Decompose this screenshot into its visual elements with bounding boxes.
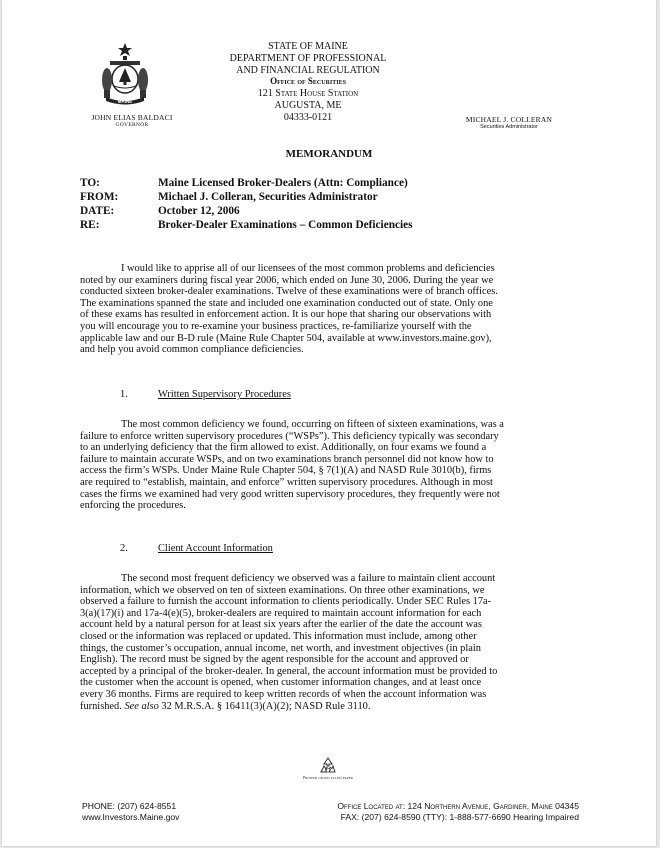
re-label: RE:	[80, 219, 100, 231]
address-line-3: 04333-0121	[283, 111, 333, 123]
footer-fax: FAX: (207) 624-8590 (TTY): 1-888-577-6690 Hearing Impaired	[340, 811, 579, 822]
section-1-line: access the firm’s WSPs. Under Maine Rule Chapter 504, § 7(1)(A) and NASD Rule 3010(b), firms	[80, 465, 492, 477]
intro-line: conducted sixteen broker-dealer examinations. Twelve of these examinations were of branch offices.	[80, 286, 498, 298]
from-row	[80, 190, 378, 204]
intro-line: The examinations spanned the state and included one examination conducted out of state. Only one	[80, 297, 493, 309]
section-2-line: the customer when the account is opened, when customer information changes, and at least once	[80, 677, 482, 689]
section-2-heading	[120, 543, 273, 555]
date-value: October 12, 2006	[158, 205, 240, 217]
section-1-line: failure to maintain accurate WSPs, and on two examinations branch personnel did not know how to	[80, 453, 494, 465]
footer-contact	[82, 801, 179, 822]
re-value: Broker-Dealer Examinations – Common Deficiencies	[158, 219, 413, 231]
state-seal-icon	[102, 42, 148, 106]
department-line-1: DEPARTMENT OF PROFESSIONAL	[229, 52, 387, 64]
intro-line: and help you avoid common compliance deficiencies.	[80, 344, 304, 356]
see-also-citation: See also	[124, 700, 159, 712]
intro-line: applicable law and our B-D rule (Maine Rule Chapter 504, available at www.investors.maine.gov),	[80, 332, 492, 344]
agency-block	[202, 41, 414, 124]
section-1-number: 1.	[120, 389, 128, 400]
to-label: TO:	[80, 177, 100, 189]
section-2-number: 2.	[120, 543, 128, 554]
memo-page	[2, 0, 656, 846]
administrator-title: Securities Administrator	[480, 124, 538, 130]
section-2-title: Client Account Information	[158, 543, 273, 554]
governor-name: JOHN ELIAS BALDACI	[91, 113, 173, 122]
section-1-paragraph	[80, 419, 581, 512]
intro-line: of these exams has resulted in enforcement action. It is our hope that sharing our observations with	[80, 309, 492, 321]
last-line-prefix: furnished.	[80, 700, 125, 712]
intro-line: noted by our examiners during fiscal year 2006, which ended on June 30, 2006. During the year we	[80, 274, 494, 286]
footer-office	[279, 801, 579, 822]
date-row	[80, 204, 240, 218]
section-1-line: failure to enforce written supervisory procedures (“WSPs”). This deficiency typically was secondary	[80, 430, 499, 442]
section-2-line: English). The record must be signed by the agent responsible for the account and approved or	[80, 654, 469, 666]
section-2-line: accepted by a principal of the broker-dealer. In general, the account information must be provided to	[80, 665, 498, 677]
intro-line: you will encourage you to re-examine your business practices, re-familiarize yourself with the	[80, 320, 472, 332]
footer-phone: PHONE: (207) 624-8551	[82, 801, 177, 811]
to-row	[80, 176, 408, 190]
state-name: STATE OF MAINE	[268, 41, 348, 52]
governor-title: GOVERNOR	[115, 122, 149, 128]
office-name: Office of Securities	[270, 76, 346, 87]
section-1-line: cases the firms we examined had very good written supervisory procedures, they frequently were not	[80, 488, 500, 500]
section-1-line: to an underlying deficiency that the firm allowed to exist. Additionally, on four exams we found a	[80, 442, 487, 454]
section-2-line: every 36 months. Firms are required to keep written records of when the account information was	[80, 688, 487, 700]
section-1-title: Written Supervisory Procedures	[158, 389, 291, 400]
from-label: FROM:	[80, 191, 119, 203]
footer-website-link[interactable]: www.Investors.Maine.gov	[82, 811, 180, 822]
recycle-icon	[318, 756, 338, 776]
department-line-2: AND FINANCIAL REGULATION	[236, 64, 380, 76]
section-2-line: 3(a)(17)(i) and 17a-4(e)(5), broker-dealers are required to maintain account information for each	[80, 607, 482, 619]
address-line-1: 121 State House Station	[257, 88, 359, 100]
last-line-suffix: 32 M.R.S.A. § 16411(3)(A)(2); NASD Rule 3110.	[158, 700, 371, 712]
section-2-paragraph	[80, 573, 581, 712]
section-2-line: The second most frequent deficiency we observed was a failure to maintain client account	[121, 573, 496, 584]
footer-office-address: Office Located at: 124 Northern Avenue, Gardiner, Maine 04345	[337, 801, 579, 811]
address-line-2: AUGUSTA, ME	[274, 99, 342, 111]
section-1-line: The most common deficiency we found, occurring on fifteen of sixteen examinations, was a	[121, 419, 504, 430]
date-label: DATE:	[80, 205, 115, 217]
section-1-line: are required to “establish, maintain, and enforce” written supervisory procedures. Although in most	[80, 476, 493, 488]
section-2-last-line	[80, 701, 581, 713]
from-value: Michael J. Colleran, Securities Administrator	[158, 191, 378, 203]
intro-line: I would like to apprise all of our licensees of the most common problems and deficiencies	[121, 263, 495, 274]
seal-banner-text: MAINE	[117, 99, 133, 104]
section-1-heading	[120, 389, 291, 401]
section-2-line: observed a failure to furnish the account information to clients periodically. Under SEC Rules 17a-	[80, 596, 492, 608]
section-2-line: things, the customer’s occupation, annual income, net worth, and investment objectives (in plain	[80, 642, 481, 654]
section-2-line: account held by a natural person for at least six years after the earlier of the date the account was	[80, 619, 482, 631]
re-row	[80, 218, 413, 232]
section-1-line: enforcing the procedures.	[80, 500, 186, 512]
section-2-line: information, which we observed on ten of sixteen examinations. On three other examinations, we	[80, 584, 485, 596]
intro-paragraph	[80, 263, 581, 356]
administrator-name: MICHAEL J. COLLERAN	[465, 115, 553, 124]
section-2-line: closed or the information was replaced or updated. This information must include, among other	[80, 630, 477, 642]
memo-title: MEMORANDUM	[285, 148, 373, 160]
to-value: Maine Licensed Broker-Dealers (Attn: Compliance)	[158, 177, 408, 189]
recycled-paper-note: Printed on recycled paper	[303, 776, 353, 780]
